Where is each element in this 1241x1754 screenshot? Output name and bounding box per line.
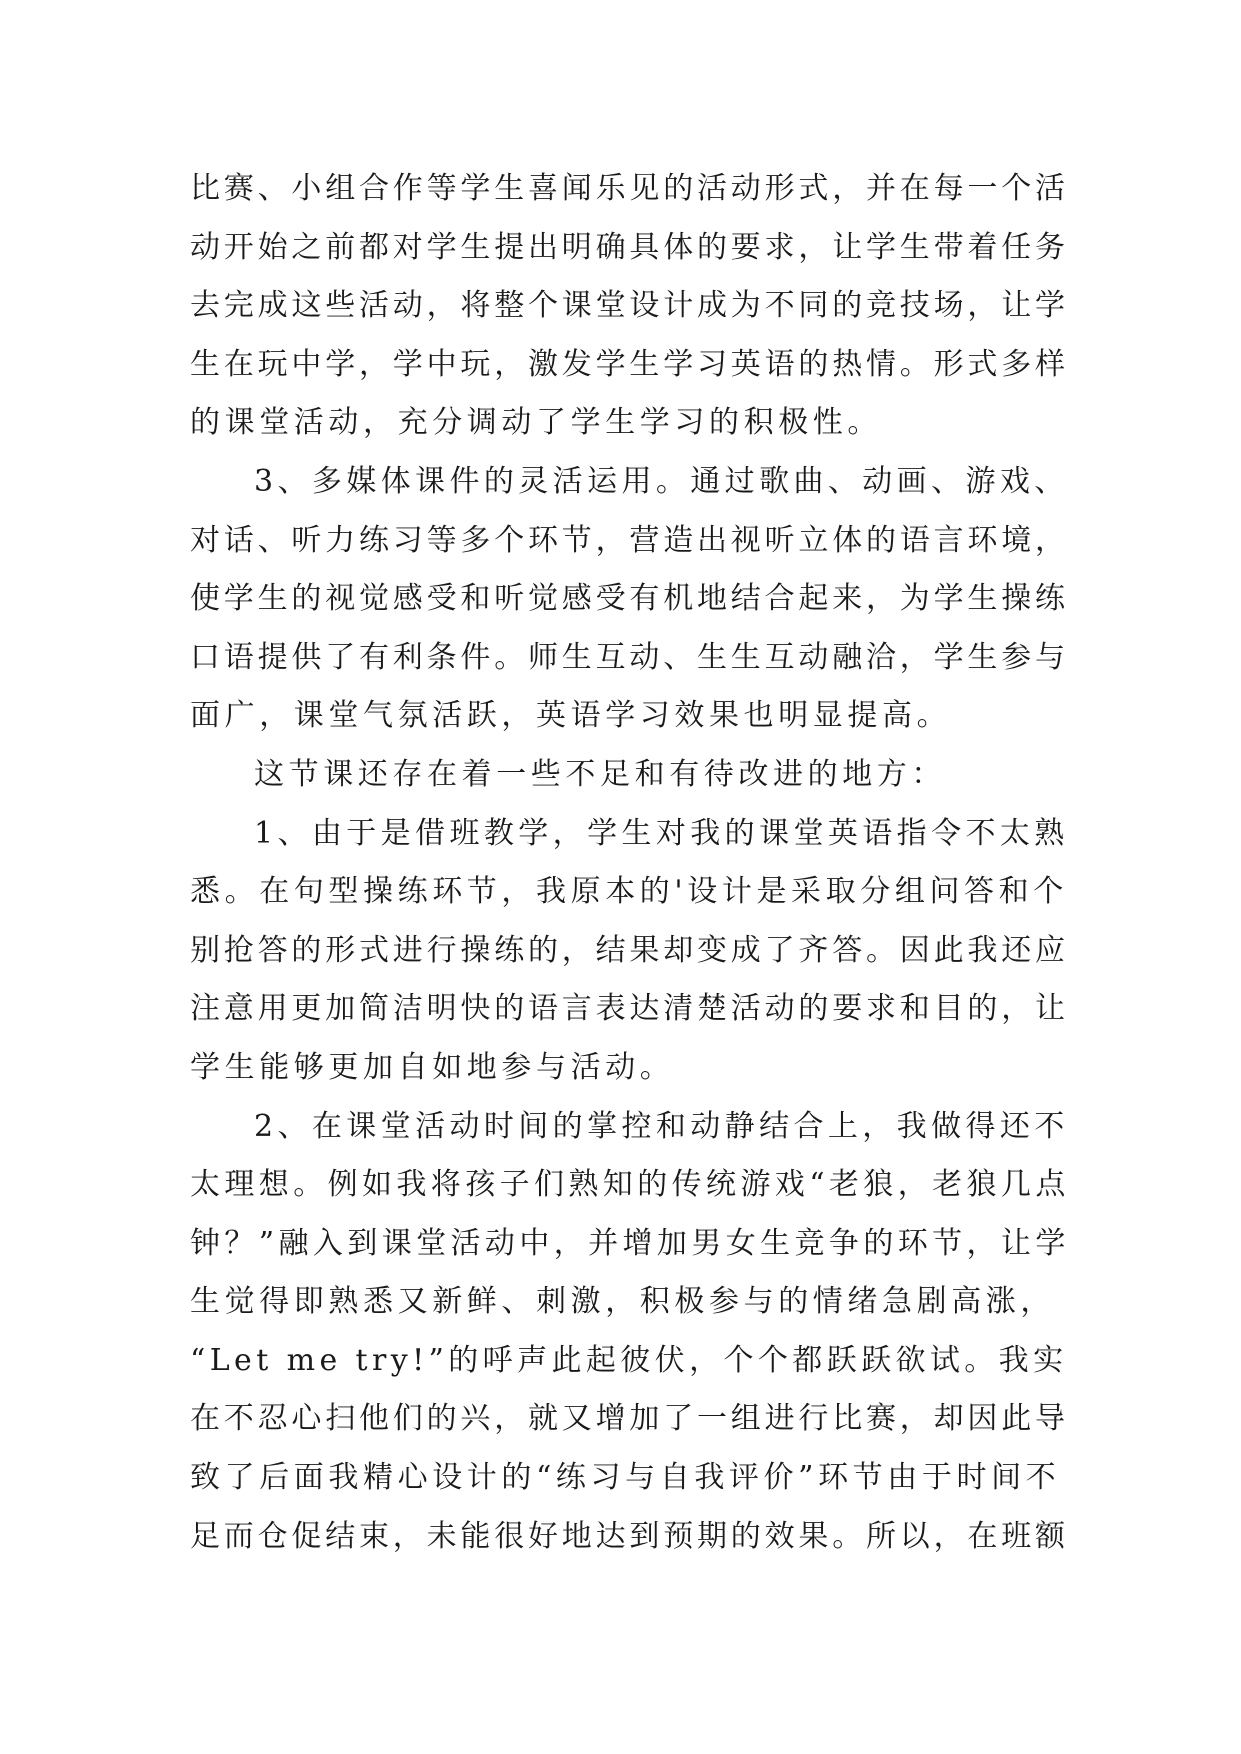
- text-line: 太理想。例如我将孩子们熟知的传统游戏“老狼，老狼几点: [190, 1167, 1070, 1203]
- text-line: 足而仓促结束，未能很好地达到预期的效果。所以，在班额: [190, 1518, 1069, 1554]
- text-line: 动开始之前都对学生提出明确具体的要求，让学生带着任务: [190, 229, 1069, 265]
- body-text: [190, 160, 1070, 1566]
- text-line: 学生能够更加自如地参与活动。: [190, 1049, 675, 1085]
- text-line: 面广，课堂气氛活跃，英语学习效果也明显提高。: [190, 698, 952, 734]
- text-line: 口语提供了有利条件。师生互动、生生互动融洽，学生参与: [190, 639, 1069, 675]
- text-line: 钟？”融入到课堂活动中，并增加男女生竞争的环节，让学: [190, 1225, 1070, 1261]
- text-line: 这节课还存在着一些不足和有待改进的地方：: [254, 756, 946, 792]
- text-line: 的课堂活动，充分调动了学生学习的积极性。: [190, 405, 882, 441]
- text-line: “Let me try!”的呼声此起彼伏，个个都跃跃欲试。我实: [190, 1342, 1068, 1378]
- text-line: 1、由于是借班教学，学生对我的课堂英语指令不太熟: [254, 815, 1069, 851]
- text-line: 注意用更加简洁明快的语言表达清楚活动的要求和目的，让: [190, 991, 1069, 1027]
- text-line: 比赛、小组合作等学生喜闻乐见的活动形式，并在每一个活: [190, 171, 1069, 206]
- text-line: 悉。在句型操练环节，我原本的'设计是采取分组问答和个: [190, 874, 1068, 910]
- text-line: 致了后面我精心设计的“练习与自我评价”环节由于时间不: [190, 1460, 1061, 1496]
- text-line: 2、在课堂活动时间的掌控和动静结合上，我做得还不: [254, 1108, 1069, 1144]
- text-line: 去完成这些活动，将整个课堂设计成为不同的竞技场，让学: [190, 288, 1069, 324]
- text-line: 对话、听力练习等多个环节，营造出视听立体的语言环境，: [190, 522, 1069, 558]
- text-line: 生觉得即熟悉又新鲜、刺激，积极参与的情绪急剧高涨，: [190, 1284, 1055, 1320]
- text-line: 3、多媒体课件的灵活运用。通过歌曲、动画、游戏、: [254, 463, 1069, 499]
- text-line: 在不忍心扫他们的兴，就又增加了一组进行比赛，却因此导: [190, 1401, 1069, 1437]
- text-line: 别抢答的形式进行操练的，结果却变成了齐答。因此我还应: [190, 932, 1069, 968]
- text-line: 生在玩中学，学中玩，激发学生学习英语的热情。形式多样: [190, 346, 1069, 382]
- text-line: 使学生的视觉感受和听觉感受有机地结合起来，为学生操练: [190, 581, 1069, 617]
